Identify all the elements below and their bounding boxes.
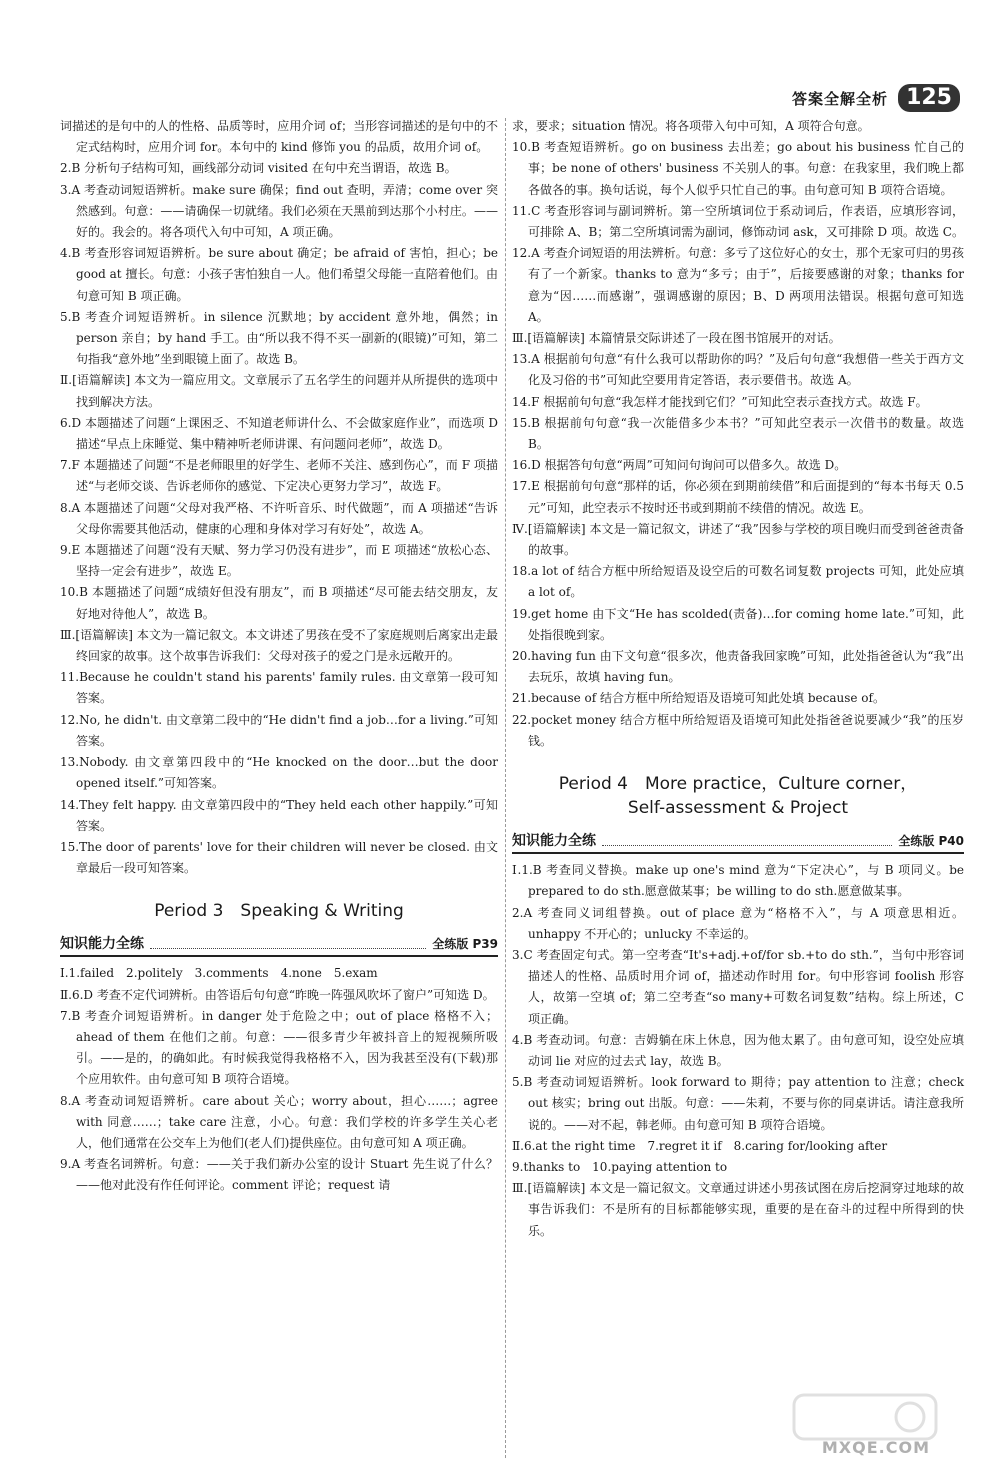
answer-entry: 10.B 本题描述了问题“成绩好但没有朋友”，而 B 项描述“尽可能去结交朋友，友好地对待他人”，故选 B。 bbox=[60, 585, 498, 621]
band-label: 知识能力全练 bbox=[60, 936, 144, 953]
left-answers-part1 bbox=[60, 116, 498, 879]
answer-entry: 22.pocket money 结合方框中所给短语及语境可知此处指爸爸说要减少“我”的压岁钱。 bbox=[512, 712, 964, 748]
answer-entry: 6.D 本题描述了问题“上课困乏、不知道老师讲什么、不会做家庭作业”，而选项 D 描述“早点上床睡觉、集中精神听老师讲课、有问题问老师”，故选 D。 bbox=[60, 415, 498, 452]
right-answers-part2 bbox=[512, 860, 964, 1242]
left-answers-part2 bbox=[60, 963, 498, 1196]
answer-entry: 3.A 考查动词短语辨析。make sure 确保；find out 查明，弄清；come over 突然感到。句意：——请确保一切就绪。我们必须在天黑前到达那个小村庄。——好的。我会的。将各项代入句中可知，A 项正确。 bbox=[60, 182, 498, 240]
answer-entry: 2.A 考查同义词组替换。out of place 意为“格格不入”，与 A 项意思相近。unhappy 不开心的；unlucky 不幸运的。 bbox=[512, 905, 964, 941]
answer-entry: 15.B 根据前句句意“我一次能借多少本书？”可知此空表示一次借书的数量。故选 B。 bbox=[512, 415, 964, 452]
answer-entry: 17.E 根据前句句意“那样的话，你必须在到期前续借”和后面提到的“每本书每天 0.5 元”可知，此空表示不按时还书或到期前不续借的情况。故选 E。 bbox=[512, 479, 964, 515]
watermark-text: MXQE.COM bbox=[821, 1438, 930, 1457]
band-dots bbox=[150, 938, 426, 949]
right-column bbox=[512, 116, 964, 1242]
answer-entry: 7.F 本题描述了问题“不是老师眼里的好学生、老师不关注、感到伤心”，而 F 项描述“与老师交谈、告诉老师你的感觉、下定决心更努力学习”，故选 F。 bbox=[60, 458, 498, 494]
band-label: 知识能力全练 bbox=[512, 833, 596, 850]
answer-entry: Ⅰ.1.failed 2.politely 3.comments 4.none 5.exam bbox=[60, 966, 378, 981]
answer-entry: 12.A 考查介词短语的用法辨析。句意：多亏了这位好心的女士，那个无家可归的男孩有了一个新家。thanks to 意为“多亏；由于”，后接要感谢的对象；thanks for 意为“因……而感谢”，强调感谢的原因；B、D 两项用法错误。根据句意可知选 A。 bbox=[512, 246, 964, 324]
band-page-ref: 全练版 P39 bbox=[432, 936, 498, 951]
right-answers-part1 bbox=[512, 116, 964, 752]
answer-entry: 14.They felt happy. 由文章第四段中的“They held each other happily.”可知答案。 bbox=[60, 797, 498, 833]
answer-entry: 18.a lot of 结合方框中所给短语及设空后的可数名词复数 projects 可知，此处应填 a lot of。 bbox=[512, 564, 964, 600]
answer-entry: 词描述的是句中的人的性格、品质等时，应用介词 of；当形容词描述的是句中的不定式结构时，应用介词 for。本句中的 kind 修饰 you 的品质，故用介词 of。 bbox=[60, 119, 498, 155]
answer-entry: Ⅱ.[语篇解读] 本文为一篇应用文。文章展示了五名学生的问题并从所提供的选项中找到解决方法。 bbox=[60, 373, 498, 409]
section-band-left bbox=[60, 933, 498, 957]
answer-entry: 14.F 根据前句句意“我怎样才能找到它们？”可知此空表示查找方式。故选 F。 bbox=[512, 394, 928, 409]
section-band-right bbox=[512, 830, 964, 854]
answer-entry: 9.A 考查名词辨析。句意：——关于我们新办公室的设计 Stuart 先生说了什么？——他对此没有作任何评论。comment 评论；request 请 bbox=[60, 1157, 498, 1193]
period3-title: Period 3 Speaking & Writing bbox=[154, 901, 404, 922]
answer-entry: 4.B 考查动词。句意：吉姆躺在床上休息，因为他太累了。由句意可知，设空处应填动词 lie 对应的过去式 lay，故选 B。 bbox=[512, 1032, 964, 1068]
answer-entry: 4.B 考查形容词短语辨析。be sure about 确定；be afraid of 害怕，担心；be good at 擅长。句意：小孩子害怕独自一人。他们希望父母能一直陪着他们。由句意可知 B 项正确。 bbox=[60, 246, 498, 303]
answer-entry: Ⅰ.1.B 考查同义替换。make up one's mind 意为“下定决心”，与 B 项同义。be prepared to do sth.愿意做某事；be willing to do sth.愿意做某事。 bbox=[512, 863, 964, 899]
answer-entry: 8.A 本题描述了问题“父母对我严格、不许听音乐、时代做题”，而 A 项描述“告诉父母你需要其他活动，健康的心理和身体对学习有好处”，故选 A。 bbox=[60, 500, 498, 536]
band-dots bbox=[602, 835, 892, 846]
period4-title-line1: Period 4 More practice，Culture corner， bbox=[558, 774, 918, 795]
answer-entry: 10.B 考查短语辨析。go on business 去出差；go about his business 忙自己的事；be none of others' business 不关别人的事。句意：在我家里，我们晚上都各做各的事。换句话说，每个人似乎只忙自己的事。由句意可知 B 项符合语境。 bbox=[512, 140, 964, 197]
answer-entry: 求，要求；situation 情况。将各项带入句中可知，A 项符合句意。 bbox=[512, 119, 870, 133]
answer-entry: 9.thanks to 10.paying attention to bbox=[512, 1159, 728, 1174]
answer-entry: 13.Nobody. 由文章第四段中的“He knocked on the door…but the door opened itself.”可知答案。 bbox=[60, 755, 498, 791]
answer-entry: 11.C 考查形容词与副词辨析。第一空所填词位于系动词后，作表语，应填形容词，可排除 A、B；第二空所填词需为副词，修饰动词 ask，又可排除 D 项。故选 C。 bbox=[512, 203, 964, 240]
answer-entry: 9.E 本题描述了问题“没有天赋、努力学习仍没有进步”，而 E 项描述“放松心态、坚持一定会有进步”，故选 E。 bbox=[60, 543, 498, 579]
answer-entry: 7.B 考查介词短语辨析。in danger 处于危险之中；out of place 格格不入；ahead of them 在他们之前。句意：——很多青少年被抖音上的短视频所吸引。——是的，的确如此。有时候我觉得我格格不入，因为我甚至没有(下载)那个应用软件。由句意可知 B 项符合语境。 bbox=[60, 1008, 498, 1087]
answer-entry: 5.B 考查动词短语辨析。look forward to 期待；pay attention to 注意；check out 核实；bring out 出版。句意：——朱莉，不要与你的同桌讲话。请注意我所说的。——对不起，韩老师。由句意可知 B 项符合语境。 bbox=[512, 1075, 964, 1132]
answer-entry: 21.because of 结合方框中所给短语及语境可知此处填 because of。 bbox=[512, 691, 885, 706]
answer-entry: 5.B 考查介词短语辨析。in silence 沉默地；by accident 意外地，偶然；in person 亲自；by hand 手工。由“所以我不得不买一副新的(眼镜)”可知，第二句指我“意外地”坐到眼镜上面了。故选 B。 bbox=[60, 309, 498, 367]
band-page-ref: 全练版 P40 bbox=[898, 833, 964, 848]
answer-entry: 19.get home 由下文“He has scolded(责备)…for coming home late.”可知，此处指很晚到家。 bbox=[512, 606, 964, 642]
page-number: 125 bbox=[898, 84, 960, 112]
period4-title-line2: Self-assessment & Project bbox=[627, 798, 849, 819]
answer-entry: 20.having fun 由下文句意“很多次，他责备我回家晚”可知，此处指爸爸认为“我”出去玩乐，故填 having fun。 bbox=[512, 649, 964, 685]
answer-entry: Ⅲ.[语篇解读] 本篇情景交际讲述了一段在图书馆展开的对话。 bbox=[512, 331, 841, 346]
answer-entry: 12.No, he didn't. 由文章第二段中的“He didn't find a job…for a living.”可知答案。 bbox=[60, 712, 498, 748]
answer-entry: Ⅱ.6.at the right time 7.regret it if 8.caring for/looking after bbox=[512, 1138, 888, 1153]
answer-entry: 13.A 根据前句句意“有什么我可以帮助你的吗？”及后句句意“我想借一些关于西方文化及习俗的书”可知此空要用肯定答语，表示要借书。故选 A。 bbox=[512, 352, 964, 388]
answer-entry: Ⅱ.6.D 考查不定代词辨析。由答语后句句意“昨晚一阵强风吹坏了窗户”可知选 D。 bbox=[60, 987, 495, 1002]
answer-entry: 3.C 考查固定句式。第一空考查“It's+adj.+of/for sb.+to do sth.”，当句中形容词描述人的性格、品质时用介词 of，描述动作时用 for。句中形容词 foolish 形容人，故第一空填 of；第二空考查“so many+可数名词复数”结构。综上所述，C 项正确。 bbox=[512, 947, 964, 1026]
answer-entry: Ⅲ.[语篇解读] 本文是一篇记叙文。文章通过讲述小男孩试图在房后挖洞穿过地球的故事告诉我们：不是所有的目标都能够实现，重要的是在奋斗的过程中所得到的快乐。 bbox=[512, 1181, 964, 1238]
answer-entry: 2.B 分析句子结构可知，画线部分动词 visited 在句中充当谓语，故选 B。 bbox=[60, 161, 457, 176]
answer-entry: Ⅳ.[语篇解读] 本文是一篇记叙文，讲述了“我”因参与学校的项目晚归而受到爸爸责备的故事。 bbox=[512, 521, 964, 558]
page-header bbox=[792, 84, 960, 112]
column-divider bbox=[505, 118, 506, 1458]
answer-entry: 15.The door of parents' love for their children will never be closed. 由文章最后一段可知答案。 bbox=[60, 839, 498, 876]
answer-entry: 11.Because he couldn't stand his parents' family rules. 由文章第一段可知答案。 bbox=[60, 670, 498, 706]
answer-entry: 16.D 根据答句句意“两周”可知问句询问可以借多久。故选 D。 bbox=[512, 458, 847, 473]
answer-entry: 8.A 考查动词短语辨析。care about 关心；worry about，担心……；agree with 同意……；take care 注意，小心。句意：我们学校的许多学生关心老人，他们通常在公交车上为他们(老人们)提供座位。由句意可知 A 项正确。 bbox=[60, 1093, 498, 1150]
period4-title bbox=[512, 772, 964, 820]
answer-entry: Ⅲ.[语篇解读] 本文为一篇记叙文。本文讲述了男孩在受不了家庭规则后离家出走最终回家的故事。这个故事告诉我们：父母对孩子的爱之门是永远敞开的。 bbox=[60, 627, 498, 664]
header-title: 答案全解全析 bbox=[792, 89, 889, 108]
left-column bbox=[60, 116, 498, 1197]
